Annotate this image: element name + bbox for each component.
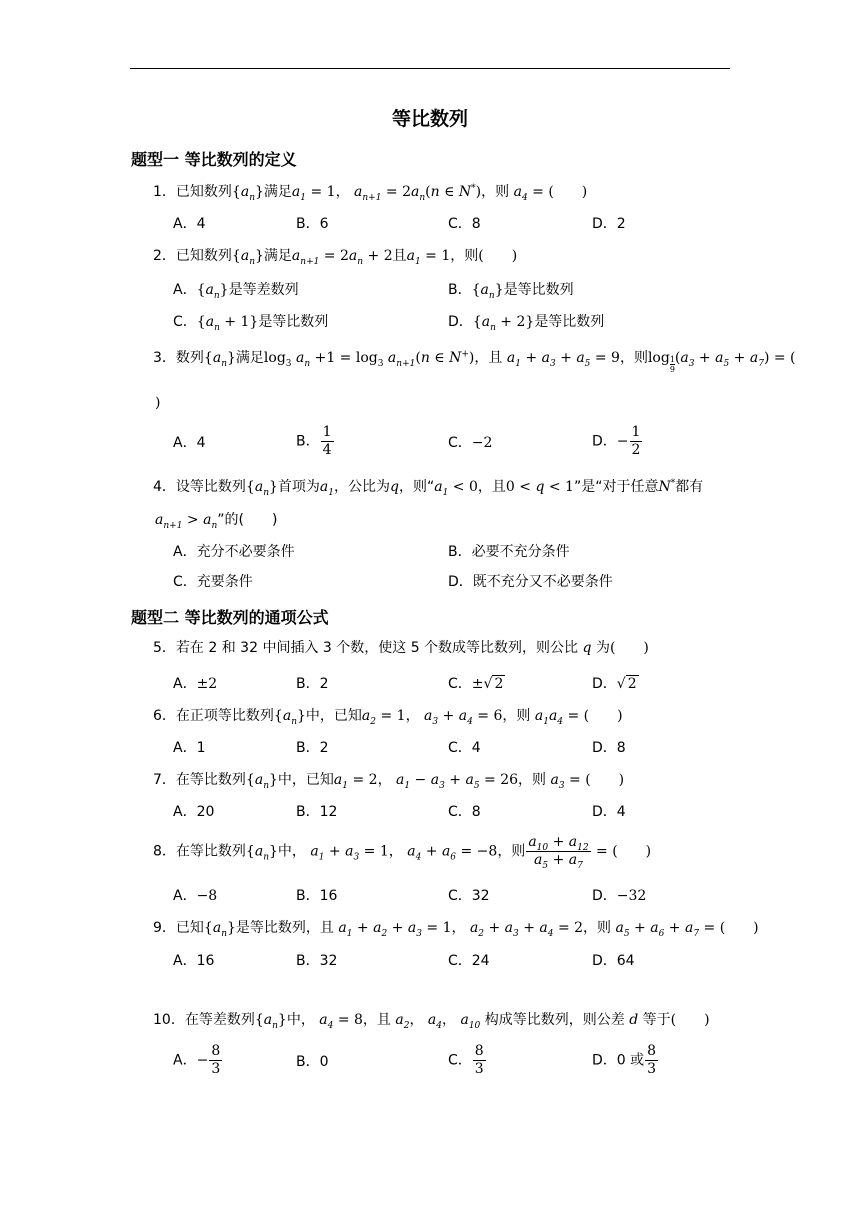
question-7: 7．在等比数列$\{a_n\}$中，已知$a_1 = 2$， $a_1 - a_3 + a_5 = 26$，则 $a_3$ = ( ) xyxy=(153,772,625,791)
header-rule xyxy=(130,68,730,69)
q2-option-d: D．$\{a_n + 2\}$是等比数列 xyxy=(448,314,605,333)
q9-option-d: D．64 xyxy=(592,953,635,969)
q8-option-c: C．32 xyxy=(448,888,490,904)
q8-option-d: D．−32 xyxy=(592,888,647,904)
section-heading-1: 题型一 等比数列的定义 xyxy=(131,150,297,169)
q6-option-a: A．1 xyxy=(173,740,206,756)
q1-option-d: D．2 xyxy=(592,216,626,232)
q7-option-a: A．20 xyxy=(173,804,215,820)
q8-option-b: B．16 xyxy=(296,888,338,904)
q1-option-b: B．6 xyxy=(296,216,329,232)
q3-option-c: C．−2 xyxy=(448,435,493,451)
q6-option-c: C．4 xyxy=(448,740,481,756)
question-2: 2．已知数列$\{a_n\}$满足$a_{n+1} = 2a_n + 2$且$a_1 = 1$，则( ) xyxy=(153,248,518,267)
question-8: 8．在等比数列$\{a_n\}$中， $a_1 + a_3 = 1$， $a_4 + a_6 = -8$，则 $\frac{a_{10} + a_{12}}{a_5 + a_7}$ = ( ) xyxy=(153,834,652,871)
question-4: 4．设等比数列$\{a_n\}$首项为$a_1$，公比为q，则“$a_1 < 0$，且0 < q < 1”是“对于任意N*都有 xyxy=(153,478,704,498)
q2-option-a: A．$\{a_n\}$是等差数列 xyxy=(173,282,299,301)
page-title: 等比数列 xyxy=(391,108,468,130)
q7-option-d: D．4 xyxy=(592,804,626,820)
q5-option-c: C．±√ 2 xyxy=(448,676,504,692)
q4-option-a: A．充分不必要条件 xyxy=(173,544,295,560)
q3-option-a: A．4 xyxy=(173,435,206,451)
q3-option-b: B． $\frac{1}{4}$ xyxy=(296,424,332,458)
q10-option-c: C． $\frac{8}{3}$ xyxy=(448,1043,484,1077)
q10-option-a: A．− $\frac{8}{3}$ xyxy=(173,1043,221,1077)
question-1: 1．已知数列$\{a_n\}$满足$a_1 = 1$， $a_{n+1} = 2a_n(n$ ∈ N*)，则 $a_4$ = ( ) xyxy=(153,183,588,203)
q9-option-b: B．32 xyxy=(296,953,338,969)
q4-option-b: B．必要不充分条件 xyxy=(448,544,570,560)
q3-option-d: D．− $\frac{1}{2}$ xyxy=(592,424,641,458)
q1-option-a: A．4 xyxy=(173,216,206,232)
question-4-cont: $a_{n+1} > a_n$”的( ) xyxy=(155,512,278,531)
q4-option-c: C．充要条件 xyxy=(173,574,253,590)
question-10: 10．在等差数列$\{a_n\}$中， $a_4 = 8$，且 $a_2$， $a_4$， $a_{10}$ 构成等比数列，则公差 d 等于( ) xyxy=(153,1012,710,1031)
q5-option-d: D．√ 2 xyxy=(592,676,637,692)
q6-option-d: D．8 xyxy=(592,740,626,756)
q2-option-c: C．$\{a_n + 1\}$是等比数列 xyxy=(173,314,329,333)
q2-option-b: B．$\{a_n\}$是等比数列 xyxy=(448,282,574,301)
question-6: 6．在正项等比数列$\{a_n\}$中，已知$a_2 = 1$， $a_3 + a_4 = 6$，则 $a_1a_4$ = ( ) xyxy=(153,708,623,727)
q8-option-a: A．−8 xyxy=(173,888,218,904)
q7-option-c: C．8 xyxy=(448,804,481,820)
q6-option-b: B．2 xyxy=(296,740,329,756)
q9-option-c: C．24 xyxy=(448,953,490,969)
question-5: 5．若在 2 和 32 中间插入 3 个数，使这 5 个数成等比数列，则公比 q 为( ) xyxy=(153,640,649,656)
section-heading-2: 题型二 等比数列的通项公式 xyxy=(131,608,329,627)
q5-option-b: B．2 xyxy=(296,676,329,692)
q5-option-a: A．±2 xyxy=(173,676,218,692)
q1-option-c: C．8 xyxy=(448,216,481,232)
q10-option-b: B．0 xyxy=(296,1054,329,1070)
q9-option-a: A．16 xyxy=(173,953,215,969)
q7-option-b: B．12 xyxy=(296,804,338,820)
question-3-paren: ) xyxy=(155,395,161,411)
q10-option-d: D．0 或 $\frac{8}{3}$ xyxy=(592,1043,657,1077)
q4-option-d: D．既不充分又不必要条件 xyxy=(448,574,613,590)
question-3: 3．数列$\{a_n\}$满足$\log_3 a_n +1 = \log_3 a_{n+1}(n$ ∈ N+)，且 $a_1 + a_3 + a_5 = 9$，则log $\frac{1}{9}$ $(a_3 + a_5 + a_7)$ = ( xyxy=(153,349,796,374)
question-9: 9．已知$\{a_n\}$是等比数列，且 $a_1 + a_2 + a_3 = 1$， $a_2 + a_3 + a_4 = 2$，则 $a_5 + a_6 + a_7$ = ( ) xyxy=(153,920,759,939)
